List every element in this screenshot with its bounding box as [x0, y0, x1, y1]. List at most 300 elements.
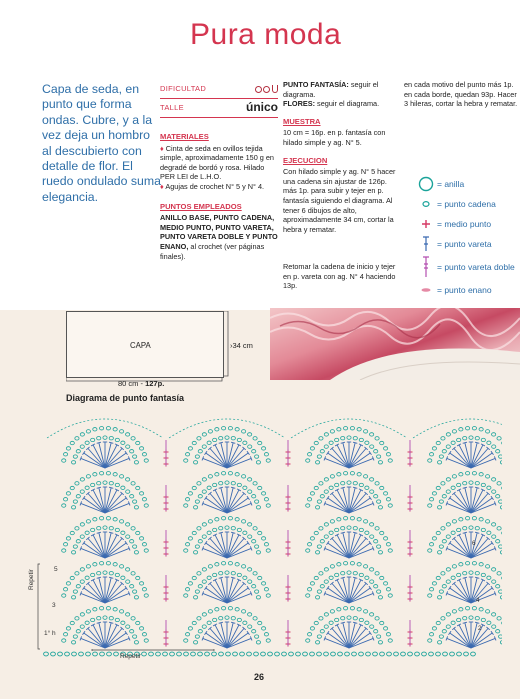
chain-stitch [261, 582, 265, 585]
chain-stitch [314, 576, 318, 579]
treble-top [353, 577, 357, 578]
chain-stitch [373, 652, 378, 656]
chain-stitch [120, 610, 124, 613]
chain-stitch [432, 582, 436, 585]
chain-stitch [394, 652, 399, 656]
treble-top [109, 442, 113, 443]
chain-stitch [252, 450, 256, 453]
chain-stitch [374, 585, 378, 588]
chain-stitch [469, 481, 473, 484]
chain-stitch [497, 617, 501, 620]
chain-stitch [170, 652, 175, 656]
chain-stitch [120, 475, 124, 478]
chain-stitch [103, 526, 107, 529]
chain-stitch [252, 630, 256, 633]
chain-stitch [446, 535, 450, 538]
chain-stitch [73, 455, 77, 458]
repeat-bracket-left [38, 564, 40, 649]
chain-stitch [324, 433, 328, 436]
chain-stitch [202, 478, 206, 481]
chain-stitch [307, 543, 311, 546]
chain-stitch [386, 498, 390, 501]
chain-stitch [442, 630, 446, 633]
chain-stitch [481, 528, 485, 531]
chain-stitch [310, 447, 314, 450]
chain-stitch [496, 540, 500, 543]
chain-stitch [248, 433, 252, 436]
chain-stitch [208, 475, 212, 478]
chain-stitch [446, 580, 450, 583]
chain-stitch [142, 652, 147, 656]
chain-stitch [377, 500, 381, 503]
materials-heading: MATERIALES [160, 132, 209, 141]
chain-stitch [314, 486, 318, 489]
chain-stitch [436, 576, 440, 579]
chain-stitch [359, 483, 363, 486]
chain-stitch [329, 441, 333, 444]
chain-stitch [252, 540, 256, 543]
chain-stitch [188, 447, 192, 450]
chain-stitch [80, 535, 84, 538]
chain-stitch [120, 520, 124, 523]
anilla-icon [418, 176, 434, 192]
chain-stitch [306, 549, 310, 552]
punto-cadena-icon [421, 199, 431, 209]
chain-stitch [364, 565, 368, 568]
chain-stitch [429, 453, 433, 456]
scallop-edge [47, 419, 163, 438]
chain-stitch [319, 437, 323, 440]
chain-stitch [62, 594, 66, 597]
chain-stitch [492, 613, 496, 616]
chain-stitch [329, 576, 333, 579]
chain-stitch [486, 610, 490, 613]
chain-stitch [446, 523, 450, 526]
chain-stitch [380, 531, 384, 534]
chain-stitch [487, 441, 491, 444]
chain-stitch [243, 621, 247, 624]
chain-stitch [439, 635, 443, 638]
chain-stitch [207, 486, 211, 489]
treble-top [109, 622, 113, 623]
chain-stitch [130, 495, 134, 498]
difficulty-dot-2 [263, 86, 270, 93]
chain-stitch [185, 633, 189, 636]
chain-stitch [126, 568, 130, 571]
chain-stitch [228, 607, 232, 610]
chain-stitch [70, 531, 74, 534]
chain-stitch [388, 459, 392, 462]
chain-stitch [193, 506, 197, 509]
treble-top [341, 532, 345, 533]
chain-stitch [253, 437, 257, 440]
chain-stitch [370, 445, 374, 448]
chain-stitch [324, 445, 328, 448]
chain-stitch [315, 596, 319, 599]
chain-stitch [131, 527, 135, 530]
chain-stitch [202, 523, 206, 526]
silk-texture-image [270, 308, 520, 380]
chain-stitch [310, 492, 314, 495]
chain-stitch [357, 563, 361, 566]
chain-stitch [365, 441, 369, 444]
chain-stitch [126, 535, 130, 538]
chain-stitch [139, 492, 143, 495]
chain-stitch [472, 472, 476, 475]
chain-stitch [97, 436, 101, 439]
chain-stitch [208, 520, 212, 523]
chain-stitch [335, 483, 339, 486]
chain-stitch [126, 613, 130, 616]
treble-top [369, 631, 372, 635]
chain-stitch [126, 625, 130, 628]
chain-stitch [374, 630, 378, 633]
chain-stitch [71, 596, 75, 599]
gauge-text: 10 cm = 16p. en p. fantasía con hilado simple y ag. N° 5. [283, 128, 386, 147]
treble-top [491, 496, 494, 500]
chain-stitch [496, 630, 500, 633]
treble-top [109, 532, 113, 533]
chain-stitch [144, 549, 148, 552]
treble-top [109, 577, 113, 578]
chain-stitch [383, 582, 387, 585]
chain-stitch [255, 500, 259, 503]
chain-stitch [500, 596, 502, 599]
chain-stitch [131, 572, 135, 575]
treble-top [369, 541, 372, 545]
treble-top [247, 541, 250, 545]
chain-stitch [429, 498, 433, 501]
row-label-6: 6 [472, 540, 476, 547]
chain-stitch [500, 551, 502, 554]
chain-stitch [450, 652, 455, 656]
chain-stitch [364, 430, 368, 433]
treble-top [369, 496, 372, 500]
chain-stitch [93, 608, 97, 611]
chain-stitch [195, 590, 199, 593]
chain-stitch [487, 576, 491, 579]
chain-stitch [237, 438, 241, 441]
chain-stitch [219, 652, 224, 656]
chain-stitch [85, 531, 89, 534]
chain-stitch [359, 652, 364, 656]
chain-stitch [457, 652, 462, 656]
chain-stitch [133, 590, 137, 593]
treble-top [219, 577, 223, 578]
chain-stitch [144, 459, 148, 462]
flowers-text: FLORES: seguir el diagrama. [283, 99, 380, 109]
column-instructions [283, 80, 398, 234]
chain-stitch [330, 430, 334, 433]
treble-top [231, 442, 235, 443]
chain-stitch [492, 478, 496, 481]
chain-stitch [258, 621, 262, 624]
chain-stitch [202, 490, 206, 493]
chain-stitch [208, 565, 212, 568]
chain-stitch [252, 585, 256, 588]
chain-stitch [188, 537, 192, 540]
chain-stitch [134, 506, 138, 509]
bullet-icon: ♦ [160, 143, 164, 153]
chain-stitch [219, 436, 223, 439]
chain-stitch [347, 436, 351, 439]
chain-stitch [463, 436, 467, 439]
chain-stitch [75, 617, 79, 620]
chain-stitch [497, 527, 501, 530]
chain-stitch [126, 490, 130, 493]
chain-stitch [337, 563, 341, 566]
chain-stitch [388, 639, 392, 642]
chain-stitch [97, 571, 101, 574]
chain-stitch [306, 504, 310, 507]
chain-stitch [359, 438, 363, 441]
chain-stitch [226, 652, 231, 656]
chain-stitch [99, 517, 103, 520]
chain-stitch [207, 441, 211, 444]
chain-stitch [136, 576, 140, 579]
chain-stitch [193, 596, 197, 599]
scallop-edge [413, 419, 502, 438]
treble-top [475, 577, 479, 578]
chain-stitch [231, 526, 235, 529]
chain-stitch [463, 616, 467, 619]
chain-stitch [329, 531, 333, 534]
chain-stitch [237, 483, 241, 486]
treble-top [219, 487, 223, 488]
chain-stitch [386, 543, 390, 546]
chain-stitch [341, 481, 345, 484]
chain-stitch [436, 652, 441, 656]
chain-stitch [343, 517, 347, 520]
chain-stitch [192, 531, 196, 534]
difficulty-label: DIFICULTAD [160, 84, 207, 94]
chain-stitch [233, 652, 238, 656]
row-label-2: 2 [478, 625, 482, 632]
chain-stitch [378, 506, 382, 509]
chain-stitch [350, 472, 354, 475]
chain-stitch [457, 618, 461, 621]
treble-top [83, 631, 86, 635]
treble-top [463, 577, 467, 578]
row-label-4: 4 [476, 597, 480, 604]
chain-stitch [97, 526, 101, 529]
chain-stitch [255, 455, 259, 458]
chain-stitch [261, 537, 265, 540]
chain-stitch [100, 652, 105, 656]
chain-stitch [364, 520, 368, 523]
chain-stitch [459, 473, 463, 476]
treble-top [353, 532, 357, 533]
chain-stitch [86, 610, 90, 613]
chain-stitch [383, 447, 387, 450]
chain-stitch [492, 490, 496, 493]
chain-stitch [451, 441, 455, 444]
chain-stitch [66, 582, 70, 585]
treble-top [463, 487, 467, 488]
chain-stitch [156, 652, 161, 656]
chain-stitch [446, 625, 450, 628]
chain-stitch [205, 652, 210, 656]
legend-row-cadena: = punto cadena [415, 194, 515, 214]
chain-stitch [499, 590, 502, 593]
chain-stitch [451, 486, 455, 489]
page-title: Pura moda [190, 18, 342, 51]
chain-stitch [70, 486, 74, 489]
chain-stitch [261, 492, 265, 495]
chain-stitch [91, 618, 95, 621]
chain-stitch [115, 483, 119, 486]
chain-stitch [144, 504, 148, 507]
chain-stitch [441, 482, 445, 485]
chain-stitch [388, 594, 392, 597]
chain-stitch [377, 635, 381, 638]
chain-stitch [253, 572, 257, 575]
chain-stitch [99, 472, 103, 475]
chain-stitch [139, 582, 143, 585]
chain-stitch [370, 613, 374, 616]
chain-stitch [243, 576, 247, 579]
chain-stitch [383, 492, 387, 495]
treble-top [327, 586, 330, 590]
chain-stitch [106, 427, 110, 430]
chain-stitch [86, 475, 90, 478]
chain-stitch [365, 576, 369, 579]
chain-stitch [487, 621, 491, 624]
chain-stitch [464, 652, 469, 656]
chain-stitch [184, 504, 188, 507]
chain-stitch [197, 527, 201, 530]
chain-stitch [310, 652, 315, 656]
chain-stitch [86, 520, 90, 523]
chain-stitch [213, 438, 217, 441]
treble-top [341, 577, 345, 578]
chain-stitch [428, 639, 432, 642]
chain-stitch [126, 523, 130, 526]
chain-stitch [80, 490, 84, 493]
chain-stitch [192, 486, 196, 489]
size-value: único [246, 100, 278, 115]
chain-stitch [231, 616, 235, 619]
chain-stitch [202, 580, 206, 583]
chain-stitch [202, 625, 206, 628]
chain-stitch [113, 428, 117, 431]
chain-stitch [457, 528, 461, 531]
chain-stitch [63, 543, 67, 546]
size-label: TALLE [160, 103, 184, 113]
chain-stitch [387, 652, 392, 656]
chain-stitch [188, 627, 192, 630]
chain-stitch [266, 549, 270, 552]
chain-stitch [215, 518, 219, 521]
chain-stitch [479, 563, 483, 566]
chain-stitch [442, 495, 446, 498]
treble-top [247, 496, 250, 500]
treble-top [83, 451, 86, 455]
chain-stitch [329, 621, 333, 624]
chain-stitch [314, 531, 318, 534]
chain-stitch [76, 630, 80, 633]
chain-stitch [439, 500, 443, 503]
treble-top [463, 622, 467, 623]
chain-stitch [310, 537, 314, 540]
chain-stitch [219, 571, 223, 574]
treble-top [205, 541, 208, 545]
chain-stitch [73, 635, 77, 638]
chain-stitch [91, 483, 95, 486]
treble-top [205, 586, 208, 590]
chain-stitch [73, 500, 77, 503]
chain-stitch [142, 453, 146, 456]
treble-top [327, 451, 330, 455]
chain-stitch [91, 573, 95, 576]
stitches-text: ANILLO BASE, PUNTO CADENA, MEDIO PUNTO, PUNTO VARETA, PUNTO VARETA DOBLE Y PUNTO ENANO, al crochet (ver páginas finales). [160, 213, 278, 261]
chain-stitch [106, 472, 110, 475]
chain-stitch [439, 590, 443, 593]
size-row [160, 99, 278, 118]
chain-stitch [324, 625, 328, 628]
chain-stitch [192, 621, 196, 624]
chain-stitch [266, 594, 270, 597]
chain-stitch [256, 596, 260, 599]
chain-stitch [437, 596, 441, 599]
chain-stitch [370, 535, 374, 538]
chain-stitch [235, 518, 239, 521]
treble-top [353, 442, 357, 443]
column-materials [160, 80, 278, 261]
chain-stitch [330, 520, 334, 523]
chain-stitch [215, 473, 219, 476]
chain-stitch [72, 652, 77, 656]
chain-stitch [472, 517, 476, 520]
chain-stitch [497, 482, 501, 485]
chain-stitch [315, 641, 319, 644]
chain-stitch [465, 607, 469, 610]
chain-stitch [109, 616, 113, 619]
chain-stitch [375, 617, 379, 620]
chain-stitch [357, 473, 361, 476]
chain-stitch [79, 652, 84, 656]
chain-stitch [479, 518, 483, 521]
chain-stitch [219, 526, 223, 529]
treble-top [231, 622, 235, 623]
chain-stitch [264, 588, 268, 591]
chain-stitch [475, 616, 479, 619]
chain-stitch [136, 621, 140, 624]
treble-top [369, 451, 372, 455]
chain-stitch [441, 617, 445, 620]
chain-stitch [492, 580, 496, 583]
page-number: 26 [254, 672, 265, 682]
chain-stitch [378, 461, 382, 464]
chain-stitch [142, 633, 146, 636]
chain-stitch [237, 528, 241, 531]
chain-stitch [91, 438, 95, 441]
chain-stitch [228, 472, 232, 475]
chain-stitch [253, 482, 257, 485]
chain-stitch [350, 562, 354, 565]
chain-stitch [139, 537, 143, 540]
chain-stitch [374, 540, 378, 543]
chain-stitch [307, 498, 311, 501]
chain-stitch [310, 627, 314, 630]
chain-stitch [237, 573, 241, 576]
chain-stitch [465, 517, 469, 520]
chain-stitch [452, 565, 456, 568]
chain-stitch [231, 436, 235, 439]
chain-stitch [500, 641, 502, 644]
chain-stitch [429, 652, 434, 656]
chain-stitch [370, 523, 374, 526]
